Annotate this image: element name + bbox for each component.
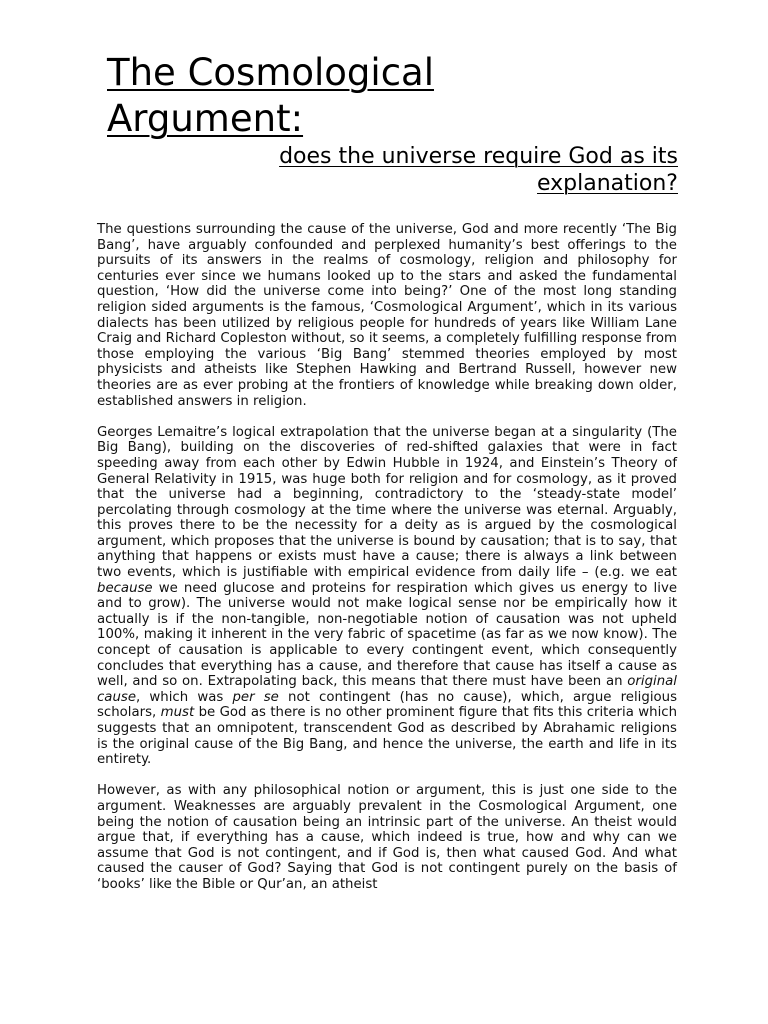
paragraph-text: we need glucose and proteins for respiration which gives us energy to live and to grow). The universe would not make logical sense nor be empirically how it actually is if the non-tangible, non-negotiable notion of causation was not upheld 100%, making it inherent in the very fabric of spacetime (as far as we now know). The concept of causation is applicable to every contingent event, which consequently concludes that everything has a cause, and therefore that cause has itself a cause as well, and so on. Extrapolating back, this means that there must have been an — [97, 580, 677, 690]
document-body — [97, 222, 677, 908]
paragraph-intro — [97, 222, 677, 409]
paragraph-text: The questions surrounding the cause of the universe, God and more recently ‘The Big Bang’, have arguably confounded and perplexed humanity’s best offerings to the pursuits of its answers in the realms of cosmology, religion and philosophy for centuries ever since we humans looked up to the stars and asked the fundamental question, ‘How did the universe come into being?’ One of the most long standing religion sided arguments is the famous, ‘Cosmological Argument’, which in its various dialects has been utilized by religious people for hundreds of years like William Lane Craig and Richard Copleston without, so it seems, a completely fulfilling response from those employing the various ‘Big Bang’ stemmed theories employed by most physicists and atheists like Stephen Hawking and Bertrand Russell, however new theories are as ever probing at the frontiers of knowledge while breaking down older, established answers in religion. — [97, 222, 677, 409]
paragraph-text: , which was — [136, 689, 233, 705]
emphasis-text: original cause — [97, 674, 677, 705]
emphasis-text: because — [97, 580, 153, 596]
paragraph-text: not contingent (has no cause), which, argue religious scholars, — [97, 689, 677, 721]
paragraph-text: However, as with any philosophical notion or argument, this is just one side to the argument. Weaknesses are arguably prevalent in the Cosmological Argument, one being the notion of causation being an intrinsic part of the universe. An theist would argue that, if everything has a cause, which indeed is true, how and why can we assume that God is not contingent, and if God is, then what caused God. And what caused the causer of God? Saying that God is not contingent purely on the basis of ‘books’ like the Bible or Qur’an, an atheist — [97, 783, 677, 892]
paragraph-text: be God as there is no other prominent figure that fits this criteria which suggests that an omnipotent, transcendent God as described by Abrahamic religions is the original cause of the Big Bang, and hence the universe, the earth and life in its entirety. — [97, 705, 677, 768]
emphasis-text: must — [160, 705, 195, 721]
paragraph-lemaitre — [97, 425, 677, 768]
document-subtitle: does the universe require God as its explanation? — [279, 144, 678, 196]
paragraph-weaknesses — [97, 783, 677, 892]
paragraph-text: Georges Lemaitre’s logical extrapolation that the universe began at a singularity (The Big Bang), building on the discoveries of red-shifted galaxies that were in fact speeding away from each other by Edwin Hubble in 1924, and Einstein’s Theory of General Relativity in 1915, was huge both for religion and for cosmology, as it proved that the universe had a beginning, contradictory to the ‘steady-state model’ percolating through cosmology at the time where the universe was eternal. Arguably, this proves there to be the necessity for a deity as is argued by the cosmological argument, which proposes that the universe is bound by causation; that is to say, that anything that happens or exists must have a cause; there is always a link between two events, which is justifiable with empirical evidence from daily life – (e.g. we eat — [97, 424, 677, 581]
emphasis-text: per se — [232, 689, 279, 705]
document-title: The Cosmological Argument: — [107, 51, 434, 140]
